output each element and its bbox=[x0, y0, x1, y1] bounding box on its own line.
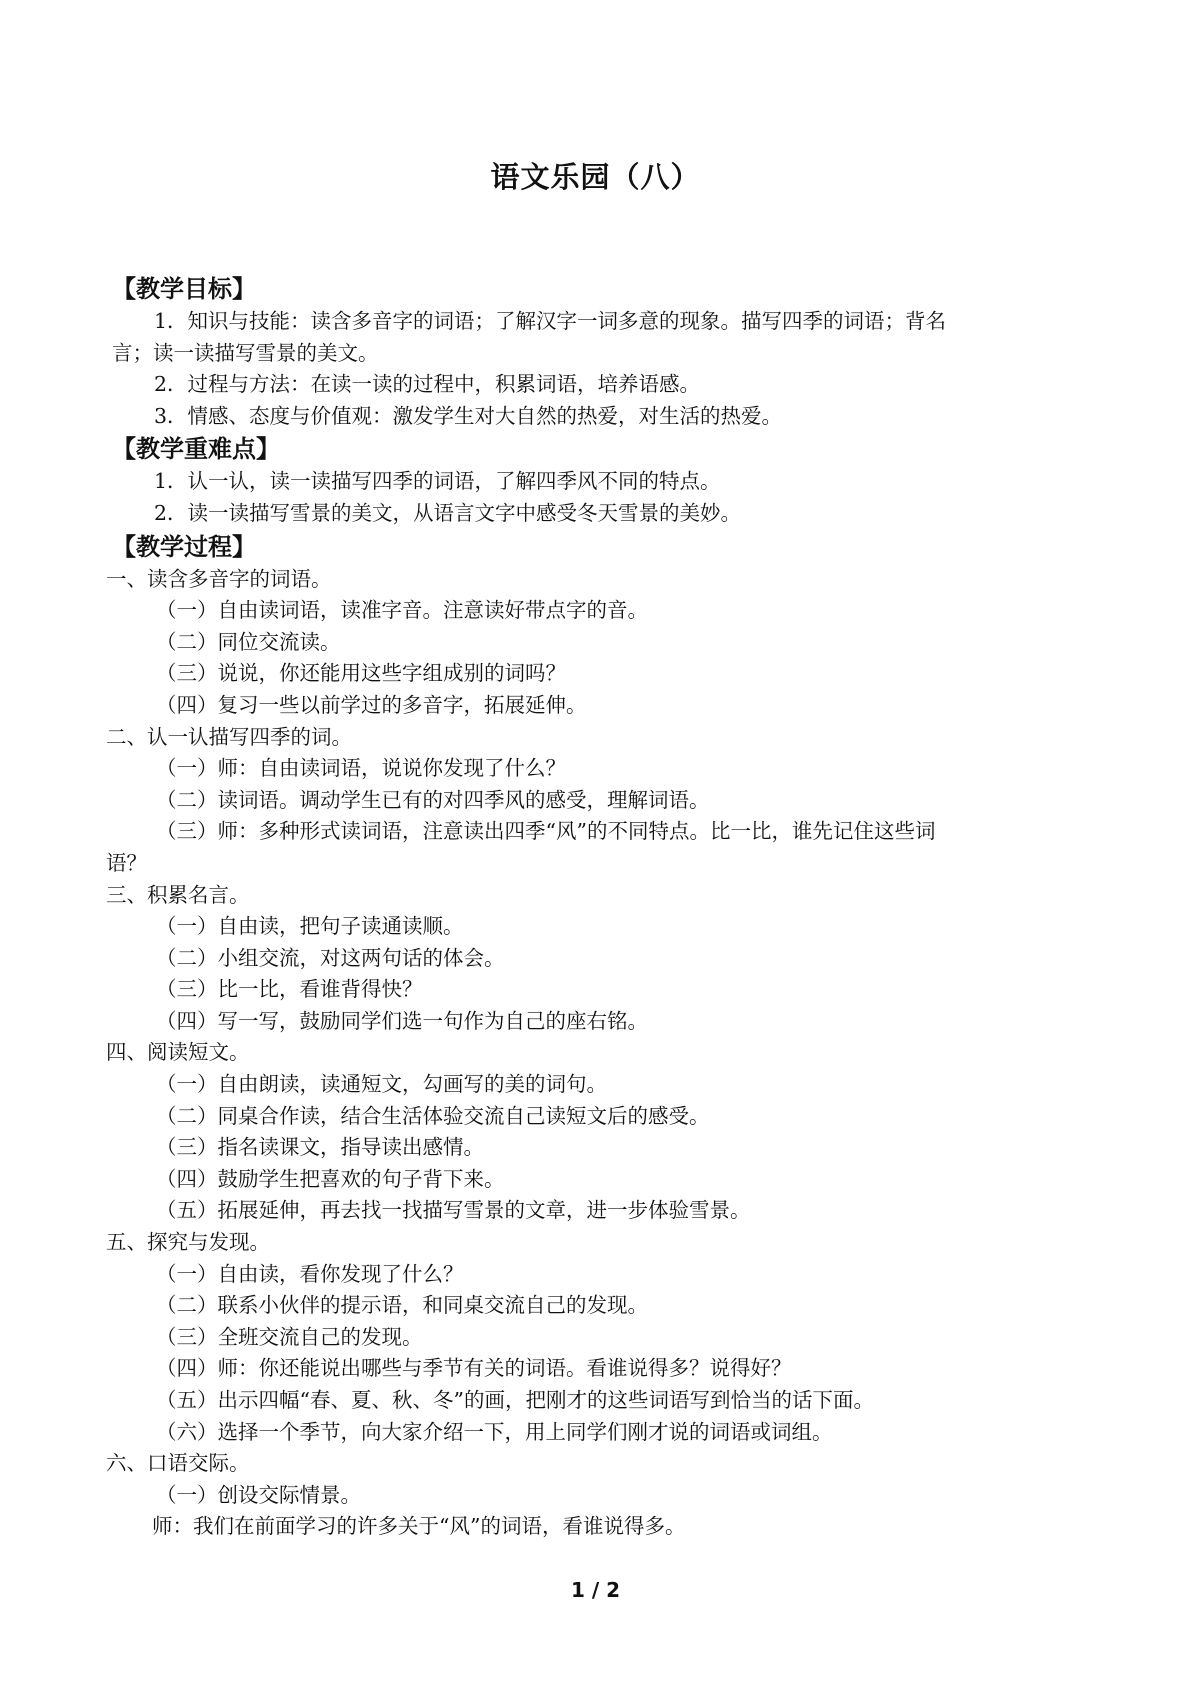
section-1-step-3: （三）说说，你还能用这些字组成别的词吗？ bbox=[156, 661, 566, 686]
section-3-step-4: （四）写一写，鼓励同学们选一句作为自己的座右铭。 bbox=[156, 1008, 648, 1033]
section-title-5: 五、探究与发现。 bbox=[106, 1230, 270, 1255]
goal-item-1-cont: 言；读一读描写雪景的美文。 bbox=[112, 340, 379, 365]
process-heading: 【教学过程】 bbox=[112, 532, 256, 561]
goal-item-3: 3．情感、态度与价值观：激发学生对大自然的热爱，对生活的热爱。 bbox=[154, 403, 783, 428]
section-2-step-3-cont: 语？ bbox=[106, 850, 147, 875]
section-1-step-2: （二）同位交流读。 bbox=[156, 629, 341, 654]
section-title-3: 三、积累名言。 bbox=[106, 882, 250, 907]
section-2-step-2: （二）读词语。调动学生已有的对四季风的感受，理解词语。 bbox=[156, 787, 710, 812]
section-title-6: 六、口语交际。 bbox=[106, 1451, 250, 1476]
section-4-step-4: （四）鼓励学生把喜欢的句子背下来。 bbox=[156, 1166, 505, 1191]
section-1-step-4: （四）复习一些以前学过的多音字，拓展延伸。 bbox=[156, 692, 587, 717]
key-point-2: 2．读一读描写雪景的美文，从语言文字中感受冬天雪景的美妙。 bbox=[154, 500, 742, 525]
section-5-step-5: （五）出示四幅“春、夏、秋、冬”的画，把刚才的这些词语写到恰当的话下面。 bbox=[156, 1388, 874, 1412]
section-3-step-2: （二）小组交流，对这两句话的体会。 bbox=[156, 945, 505, 970]
section-title-1: 一、读含多音字的词语。 bbox=[106, 566, 332, 591]
section-4-step-3: （三）指名读课文，指导读出感情。 bbox=[156, 1135, 484, 1160]
key-points-heading: 【教学重难点】 bbox=[112, 435, 280, 464]
section-title-4: 四、阅读短文。 bbox=[106, 1040, 250, 1065]
section-5-step-3: （三）全班交流自己的发现。 bbox=[156, 1324, 423, 1349]
section-6-step-1: （一）创设交际情景。 bbox=[156, 1482, 361, 1507]
key-point-1: 1．认一认，读一读描写四季的词语，了解四季风不同的特点。 bbox=[154, 469, 721, 494]
section-4-step-2: （二）同桌合作读，结合生活体验交流自己读短文后的感受。 bbox=[156, 1103, 710, 1128]
section-5-step-2: （二）联系小伙伴的提示语，和同桌交流自己的发现。 bbox=[156, 1293, 648, 1318]
section-2-step-3: （三）师：多种形式读词语，注意读出四季“风”的不同特点。比一比，谁先记住这些词 bbox=[156, 819, 936, 844]
section-2-step-1: （一）师：自由读词语，说说你发现了什么？ bbox=[156, 756, 566, 781]
section-6-teacher-line: 师：我们在前面学习的许多关于“风”的词语，看谁说得多。 bbox=[152, 1514, 686, 1539]
goal-item-1: 1．知识与技能：读含多音字的词语；了解汉字一词多意的现象。描写四季的词语；背名 bbox=[154, 309, 947, 333]
goals-heading: 【教学目标】 bbox=[112, 275, 256, 303]
document-body bbox=[106, 272, 1092, 1543]
section-title-2: 二、认一认描写四季的词。 bbox=[106, 724, 352, 749]
section-3-step-3: （三）比一比，看谁背得快？ bbox=[156, 977, 423, 1002]
page-number: 1 / 2 bbox=[570, 1578, 621, 1602]
section-4-step-5: （五）拓展延伸，再去找一找描写雪景的文章，进一步体验雪景。 bbox=[156, 1198, 751, 1223]
section-1-step-1: （一）自由读词语，读准字音。注意读好带点字的音。 bbox=[156, 598, 648, 623]
section-5-step-6: （六）选择一个季节，向大家介绍一下，用上同学们刚才说的词语或词组。 bbox=[156, 1419, 833, 1444]
goal-item-2: 2．过程与方法：在读一读的过程中，积累词语，培养语感。 bbox=[154, 372, 701, 397]
process-sections bbox=[106, 564, 1092, 1543]
section-5-step-4: （四）师：你还能说出哪些与季节有关的词语。看谁说得多？说得好？ bbox=[156, 1356, 792, 1381]
page-title: 语文乐园（八） bbox=[490, 160, 701, 194]
section-5-step-1: （一）自由读，看你发现了什么？ bbox=[156, 1261, 464, 1286]
section-3-step-1: （一）自由读，把句子读通读顺。 bbox=[156, 914, 464, 939]
section-4-step-1: （一）自由朗读，读通短文，勾画写的美的词句。 bbox=[156, 1072, 607, 1097]
